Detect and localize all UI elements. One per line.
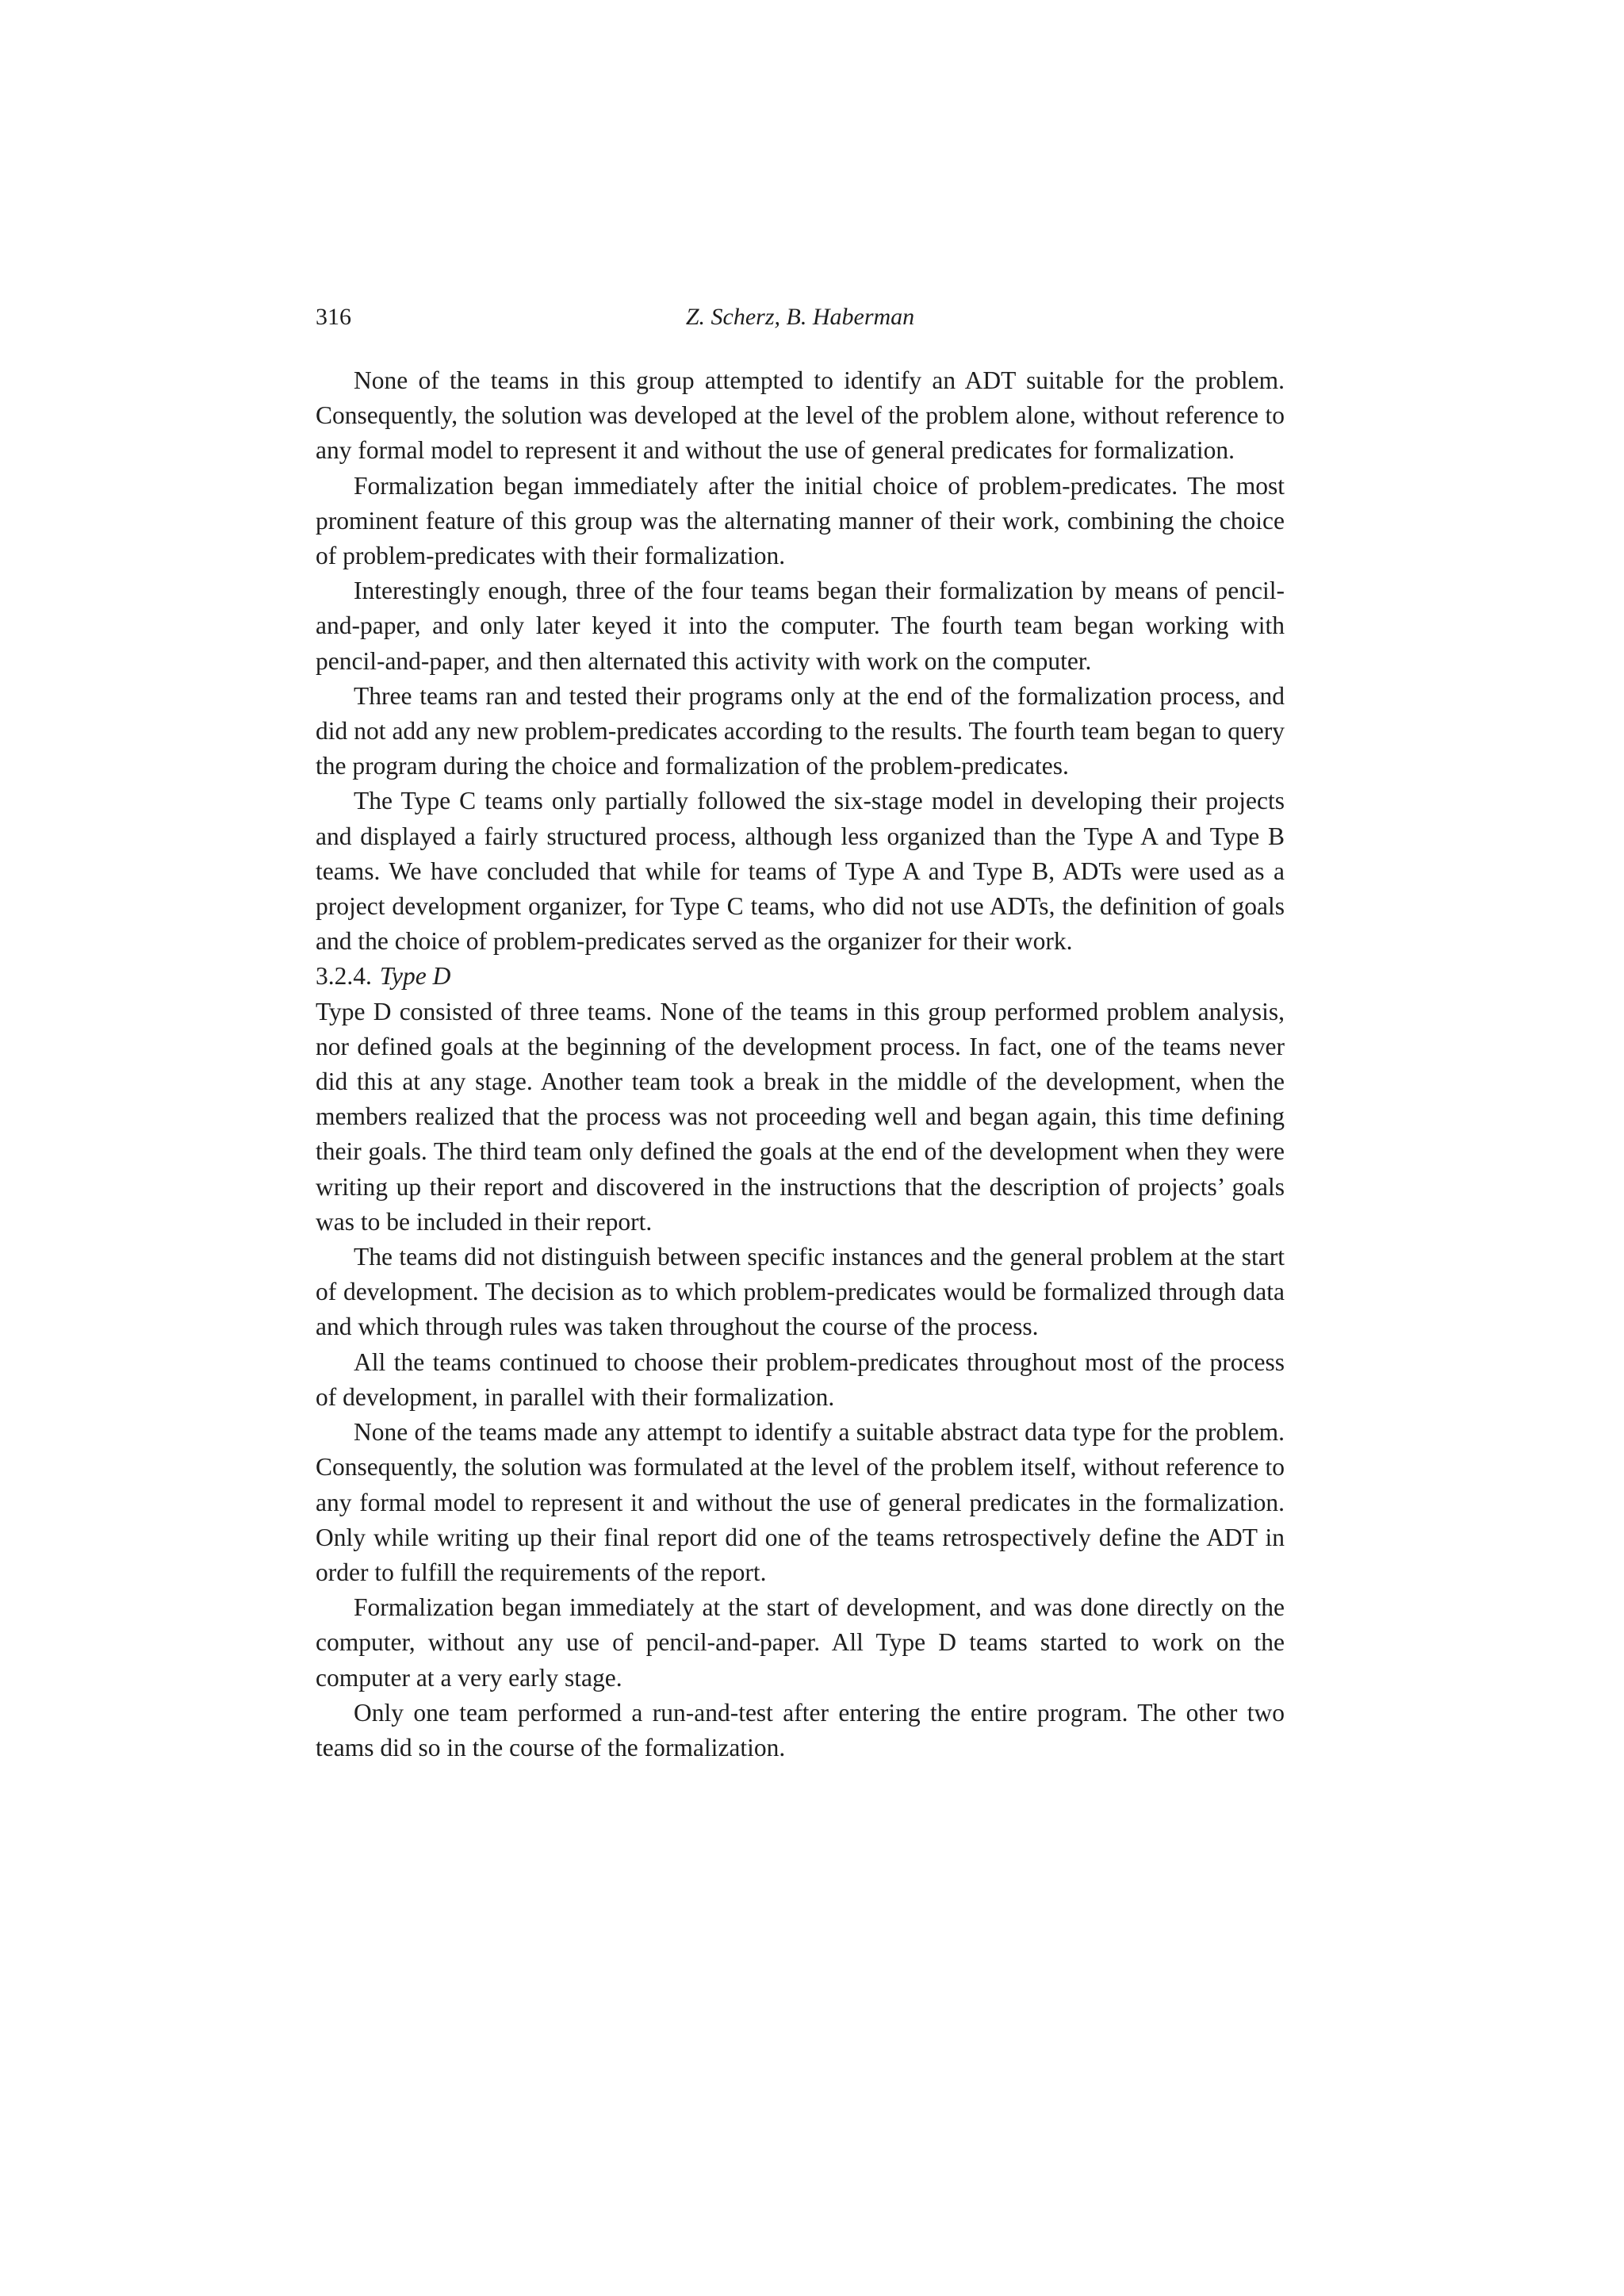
paragraph: Interestingly enough, three of the four teams began their formalization by means of pencil-and-paper, and only later keyed it into the computer. The fourth team began working with pencil-and-paper, and then alternated this activity with work on the computer. (316, 577, 1285, 675)
paragraph: Formalization began immediately at the start of development, and was done directly on the computer, without any use of pencil-and-paper. All Type D teams started to work on the computer at a very early stage. (316, 1593, 1285, 1692)
paragraph: The teams did not distinguish between specific instances and the general problem at the start of development. The decision as to which problem-predicates would be formalized through data and which through rules was taken throughout the course of the process. (316, 1243, 1285, 1341)
body-text (316, 363, 1285, 1765)
paragraph: None of the teams in this group attempted to identify an ADT suitable for the problem. Consequently, the solution was developed at the level of the problem alone, without reference to any formal model to represent it and without the use of general predicates for formalization. (316, 366, 1285, 465)
document-page (316, 0, 1285, 2296)
section-number: 3.2.4. (316, 962, 372, 991)
paragraph: All the teams continued to choose their problem-predicates throughout most of the process of development, in parallel with their formalization. (316, 1347, 1285, 1411)
section-title: Type D (379, 962, 451, 991)
running-head (316, 300, 1285, 335)
running-title: Z. Scherz, B. Haberman (685, 304, 915, 330)
paragraph: The Type C teams only partially followed the six-stage model in developing their projects and displayed a fairly structured process, although less organized than the Type A and Type B teams. We have concluded that while for teams of Type A and Type B, ADTs were used as a project development organizer, for Type C teams, who did not use ADTs, the definition of goals and the choice of problem-predicates served as the organizer for their work. (316, 787, 1285, 956)
paragraph: Three teams ran and tested their programs only at the end of the formalization process, and did not add any new problem-predicates according to the results. The fourth team began to query the program during the choice and formalization of the problem-predicates. (316, 681, 1285, 780)
paragraph: Type D consisted of three teams. None of the teams in this group performed problem analysis, nor defined goals at the beginning of the development process. In fact, one of the teams never did this at any stage. Another team took a break in the middle of the development, when the members realized that the process was not proceeding well and began again, this time defining their goals. The third team only defined the goals at the end of the development when they were writing up their report and discovered in the instructions that the description of projects’ goals was to be included in their report. (316, 997, 1285, 1236)
section-heading (316, 959, 1285, 994)
paragraph: Formalization began immediately after the initial choice of problem-predicates. The most prominent feature of this group was the alternating manner of their work, combining the choice of problem-predicates with their formalization. (316, 471, 1285, 570)
page-number: 316 (316, 304, 351, 330)
paragraph: None of the teams made any attempt to identify a suitable abstract data type for the problem. Consequently, the solution was formulated at the level of the problem itself, without reference to any formal model to represent it and without the use of general predicates in the formalization. Only while writing up their final report did one of the teams retrospectively define the ADT in order to fulfill the requirements of the report. (316, 1418, 1285, 1586)
paragraph: Only one team performed a run-and-test after entering the entire program. The other two teams did so in the course of the formalization. (316, 1698, 1285, 1761)
